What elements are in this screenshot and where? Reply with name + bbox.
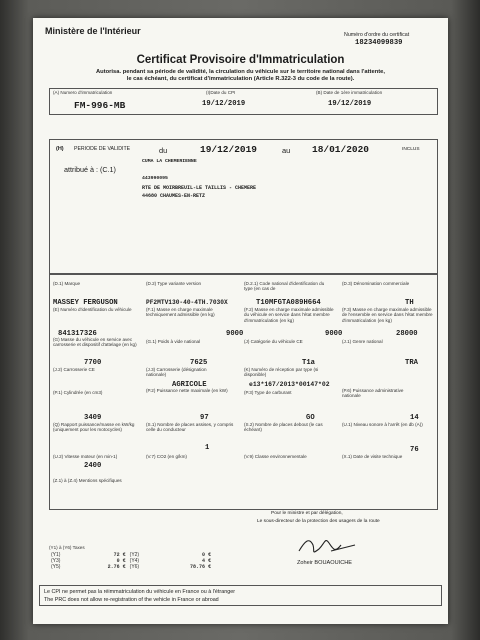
vehicle-category-label: (J) Catégorie du véhicule CE	[244, 339, 303, 344]
mass-in-service-label: (G) Masse du véhicule en service avec carrosserie et dispositif d'attelage (en kg)	[53, 337, 137, 348]
fuel-type-label: (P.3) Type de carburant	[244, 390, 292, 395]
assigned-to-label: attribué à : (C.1)	[64, 165, 116, 174]
displacement-label: (P.1) Cylindrée (en cm3)	[53, 390, 103, 395]
vehicle-category-value: T1a	[302, 359, 315, 367]
max-mass-service-value: 9000	[325, 330, 343, 338]
mass-in-service-value: 7700	[84, 359, 102, 367]
type-value: PF2MTV130-40-4TH.7030X	[146, 299, 228, 306]
ministry-header: Ministère de l'Intérieur	[45, 26, 141, 36]
type-label: (D.2) Type variante version	[146, 281, 202, 286]
tax-amount: 4 €	[201, 558, 211, 564]
tax-code: (Y4)	[129, 558, 140, 564]
max-mass-service-label: (F.2) Masse en charge maximale admissible du véhicule en service dans l'état membre d'immatriculation (en kg)	[244, 307, 334, 323]
holder-id: 443990095	[142, 176, 168, 181]
power-mass-ratio-label: (Q) Rapport puissance/masse en kW/kg (uniquement pour les motocycles)	[53, 422, 135, 433]
tax-code: (Y5)	[51, 564, 61, 570]
validity-from-label: du	[159, 146, 168, 155]
signature-scribble-icon	[295, 533, 359, 559]
max-mass-combination-label: (F.3) Masse en charge maximale admissible de l'ensemble en service dans l'état membre d'immatriculation (en kg)	[342, 307, 433, 323]
validity-from-date: 19/12/2019	[200, 144, 258, 155]
type-approval-value: e13*167/2013*00147*02	[249, 381, 330, 388]
holder-address-line1: RTE DE MOIRBREUIL-LE TAILLIS - CHEMERE	[142, 185, 257, 191]
footer-english: The PRC does not allow re-registration of the vehicle in France or abroad	[44, 597, 219, 603]
taxes-title: (Y1) à (Y6) Taxes	[49, 545, 85, 550]
commercial-name-value: TH	[405, 299, 414, 307]
validity-to-label: au	[282, 146, 291, 155]
unladen-mass-label: (G.1) Poids à vide national	[146, 339, 201, 344]
tax-amount: 0 €	[116, 558, 126, 564]
vehicle-genre-label: (J.1) Genre national	[342, 339, 383, 344]
co2-label: (V.7) CO2 (en g/km)	[146, 454, 187, 459]
taxes-table	[49, 545, 213, 570]
net-power-value: 97	[200, 414, 209, 422]
certificate-subtitle-2: le cas échéant, du certificat d'immatriculation (Article R.322-3 du code de la route).	[126, 76, 355, 82]
footer-french: Le CPI ne permet pas la réimmatriculation du véhicule en France ou à l'étranger	[44, 589, 235, 595]
fuel-type-value: GO	[306, 414, 315, 422]
validity-code: (H)	[56, 146, 64, 152]
tax-code: (Y1)	[51, 552, 61, 558]
tax-code: (Y6)	[129, 564, 140, 570]
unladen-mass-value: 7625	[190, 359, 208, 367]
cpi-date: 19/12/2019	[202, 100, 246, 108]
signature-delegation: Pour le ministre et par délégation,	[271, 511, 343, 516]
registration-number-label: (A) Numero d'immatriculation	[53, 90, 113, 95]
certificate-title: Certificat Provisoire d'Immatriculation	[136, 54, 345, 66]
technical-details-box	[49, 274, 438, 510]
body-national-value: AGRICOLE	[172, 381, 207, 389]
vehicle-genre-value: TRA	[405, 359, 418, 367]
make-value: MASSEY FERGUSON	[53, 299, 118, 307]
displacement-value: 3409	[84, 414, 102, 422]
noise-level-value: 76	[410, 446, 419, 454]
holder-name: CUMA LA CHEMERIENNE	[142, 159, 197, 164]
holder-address-line2: 44680 CHAUMES-EN-RETZ	[142, 193, 206, 199]
max-mass-value: 9000	[226, 330, 244, 338]
max-mass-combination-value: 28000	[396, 330, 418, 338]
registration-number: FM-996-MB	[74, 100, 126, 111]
first-registration-label: (B) Date de 1ère immatriculation	[316, 90, 383, 95]
tax-amount: 72 €	[113, 552, 126, 558]
engine-speed-value: 2400	[84, 462, 102, 470]
standing-places-label: (S.2) Nombre de places debout (le cas échéant)	[244, 422, 323, 433]
order-number: 18234099839	[355, 39, 403, 47]
commercial-name-label: (D.3) Dénomination commerciale	[342, 281, 410, 286]
cpi-date-label: (I)Date du CPI	[206, 90, 236, 95]
vin-label: (E) Numéro d'identification du véhicule	[53, 307, 132, 312]
net-power-label: (P.2) Puissance nette maximale (en kW)	[146, 388, 228, 393]
body-national-label: (J.3) Carrosserie (désignation nationale)	[146, 367, 207, 378]
specific-mentions-label: (Z.1) à (Z.4) Mentions spécifiques	[53, 478, 122, 483]
noise-level-label: (U.1) Niveau sonore à l'arrêt (en db (A))	[342, 422, 423, 427]
seats-label: (S.1) Nombre de places assises, y compris celle du conducteur	[146, 422, 234, 433]
first-registration-date: 19/12/2019	[328, 100, 372, 108]
validity-inclusive: INCLUS	[402, 147, 420, 152]
vin-value: 841317326	[58, 330, 97, 338]
footer-box	[39, 585, 442, 606]
environment-class-label: (V.9) Classe environnementale	[244, 454, 307, 459]
type-approval-label: (K) Numéro de réception par type (si disponible)	[244, 367, 319, 378]
tax-amount: 2.76 €	[107, 564, 126, 570]
fiscal-power-label: (P.6) Puissance administrative nationale	[342, 388, 404, 399]
seats-value: 1	[205, 444, 210, 452]
national-type-code-label: (D.2.1) Code national d'identification du type (en cas de	[244, 281, 325, 292]
tax-amount: 0 €	[201, 552, 211, 558]
max-mass-label: (F.1) Masse en charge maximale techniquement admissible (en kg)	[146, 307, 215, 318]
signature-title: Le sous-directeur de la protection des usagers de la route	[257, 519, 380, 524]
signatory-name: Zoheir BOUAOUICHE	[297, 560, 353, 566]
certificate-document	[33, 18, 448, 624]
tax-amount: 78.76 €	[189, 564, 211, 570]
validity-to-date: 18/01/2020	[312, 144, 370, 155]
engine-speed-label: (U.2) Vitesse moteur (en min-1)	[53, 454, 118, 459]
certificate-subtitle-1: Autorisa. pendant sa période de validité, la circulation du véhicule sur le territoire national dans l'attente,	[95, 69, 386, 75]
validity-label: PERIODE DE VALIDITE	[74, 146, 131, 152]
validity-holder-box	[49, 139, 438, 274]
fiscal-power-value: 14	[410, 414, 419, 422]
tax-code: (Y3)	[51, 558, 61, 564]
tax-code: (Y2)	[129, 552, 140, 558]
national-type-code-value: T10MFGTA089H664	[256, 299, 321, 307]
inspection-date-label: (X.1) Date de visite technique	[342, 454, 403, 459]
registration-box	[49, 88, 438, 115]
make-label: (D.1) Marque	[53, 281, 81, 286]
order-number-label: Numéro d'ordre du certificat	[344, 32, 410, 38]
taxes-row	[49, 564, 213, 570]
body-ce-label: (J.2) Carrosserie CE	[53, 367, 95, 372]
